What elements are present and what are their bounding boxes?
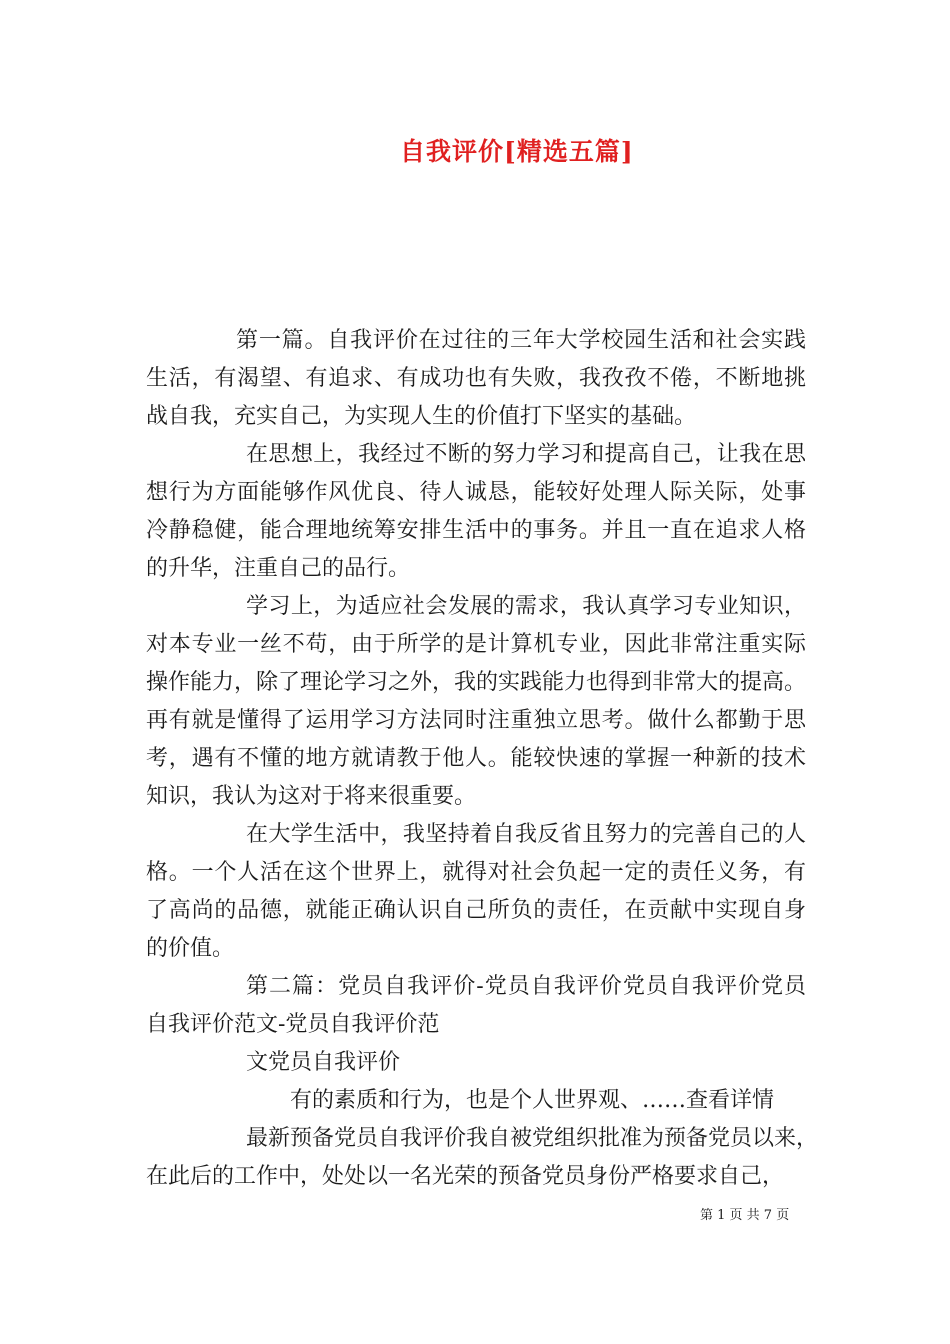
- text-line: 在大学生活中，我坚持着自我反省且努力的完善自己的人: [246, 822, 806, 847]
- text-line: 格。一个人活在这个世界上，就得对社会负起一定的责任义务，有: [146, 860, 806, 885]
- paragraph-3: [146, 588, 806, 816]
- text-line: 对本专业一丝不苟，由于所学的是计算机专业，因此非常注重实际: [146, 632, 806, 657]
- text-line: 自我评价范文-党员自我评价范: [146, 1012, 440, 1037]
- text-line: 在此后的工作中，处处以一名光荣的预备党员身份严格要求自己，: [146, 1164, 785, 1189]
- paragraph-7: [146, 1082, 806, 1120]
- text-line: 操作能力，除了理论学习之外，我的实践能力也得到非常大的提高。: [146, 670, 807, 695]
- text-line: 第二篇：党员自我评价-党员自我评价党员自我评价党员: [246, 974, 806, 999]
- paragraph-8: [146, 1120, 819, 1196]
- text-line: 冷静稳健，能合理地统筹安排生活中的事务。并且一直在追求人格: [146, 518, 806, 543]
- text-line: 学习上，为适应社会发展的需求，我认真学习专业知识，: [246, 594, 806, 619]
- paragraph-5: [146, 968, 806, 1044]
- text-line: 知识，我认为这对于将来很重要。: [146, 784, 477, 809]
- paragraph-2: [146, 436, 806, 588]
- text-line: 战自我，充实自己，为实现人生的价值打下坚实的基础。: [146, 404, 697, 429]
- text-line: 文党员自我评价: [246, 1050, 401, 1075]
- paragraph-4: [146, 816, 806, 968]
- text-line: 的升华，注重自己的品行。: [146, 556, 411, 581]
- text-line: 第一篇。自我评价在过往的三年大学校园生活和社会实践: [236, 328, 806, 353]
- text-line: 考，遇有不懂的地方就请教于他人。能较快速的掌握一种新的技术: [146, 746, 806, 771]
- text-line: 生活，有渴望、有追求、有成功也有失败，我孜孜不倦，不断地挑: [146, 366, 806, 391]
- document-title: 自我评价[精选五篇]: [400, 137, 634, 166]
- paragraph-6: [146, 1044, 806, 1082]
- paragraph-1: [146, 322, 806, 436]
- text-line: 再有就是懂得了运用学习方法同时注重独立思考。做什么都勤于思: [146, 708, 806, 733]
- text-line: 了高尚的品德，就能正确认识自己所负的责任，在贡献中实现自身: [146, 898, 806, 923]
- page-number-footer: 第 1 页 共 7 页: [700, 1208, 790, 1223]
- text-line: 在思想上，我经过不断的努力学习和提高自己，让我在思: [246, 442, 806, 467]
- document-body: [146, 322, 819, 1196]
- text-line: 想行为方面能够作风优良、待人诚恳，能较好处理人际关际，处事: [146, 480, 806, 505]
- text-line: 有的素质和行为，也是个人世界观、……查看详情: [290, 1088, 775, 1113]
- text-line: 的价值。: [146, 936, 235, 961]
- text-line: 最新预备党员自我评价我自被党组织批准为预备党员以来，: [246, 1126, 819, 1151]
